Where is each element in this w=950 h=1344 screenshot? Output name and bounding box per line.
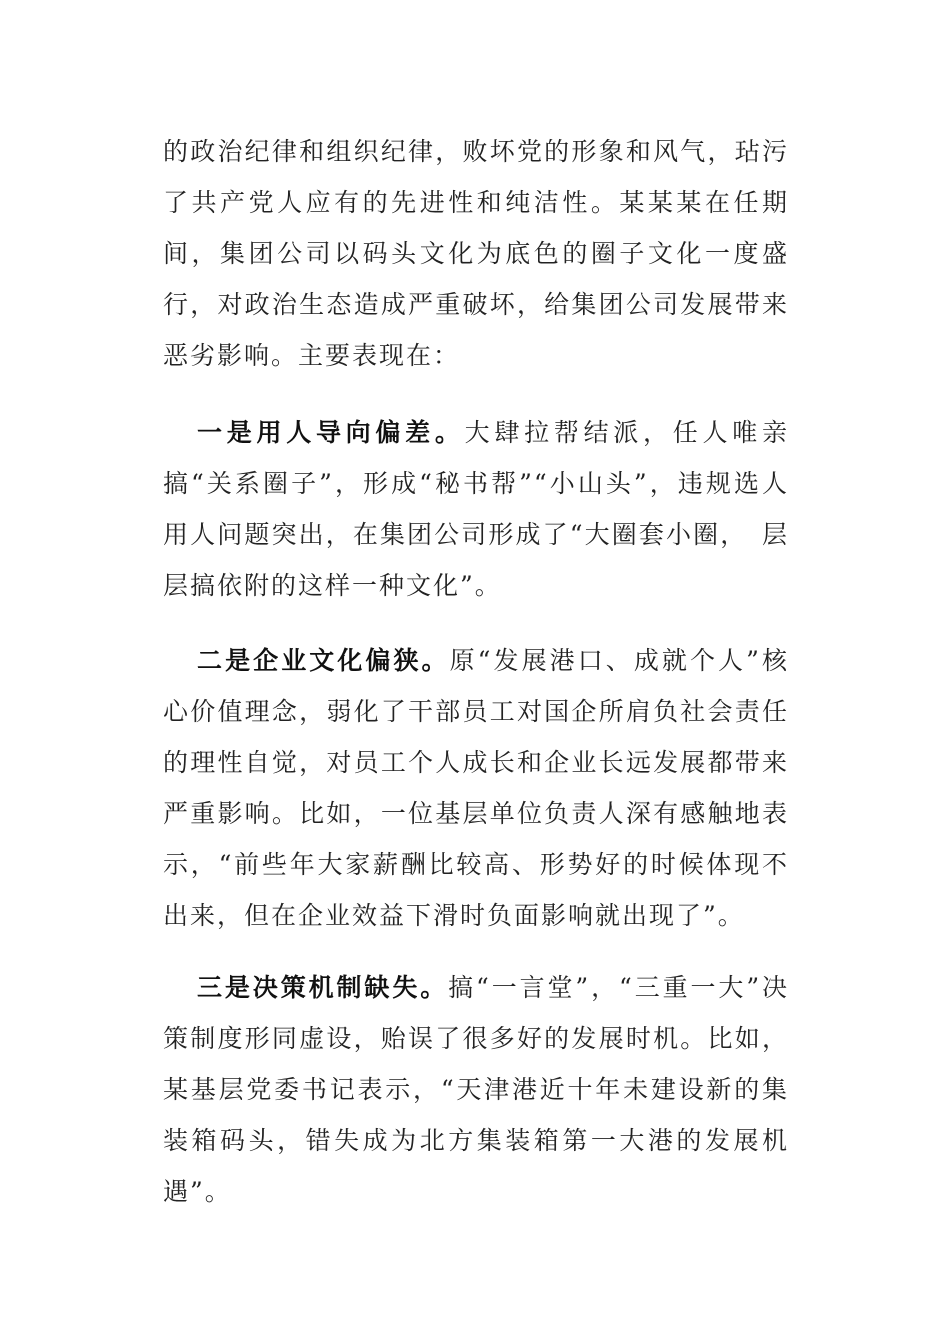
paragraph-intro-text: 的政治纪律和组织纪律，败坏党的形象和风气，玷污了共产党人应有的先进性和纯洁性。某某某在任期间，集团公司以码头文化为底色的圈子文化一度盛行，对政治生态造成严重破坏，给集团公司发展带来恶劣影响。主要表现在： bbox=[163, 137, 789, 370]
paragraph-point-3 bbox=[163, 962, 789, 1217]
paragraph-point-1 bbox=[163, 407, 789, 611]
paragraph-point-1-lead: 一是用人导向偏差。 bbox=[197, 418, 465, 447]
paragraph-point-1-text: 大肆拉帮结派，任人唯亲搞“关系圈子”，形成“秘书帮”“小山头”，违规选人用人问题突出，在集团公司形成了“大圈套小圈， 层层搞依附的这样一种文化”。 bbox=[163, 418, 789, 600]
paragraph-intro bbox=[163, 126, 789, 381]
paragraph-point-2-lead: 二是企业文化偏狭。 bbox=[197, 646, 450, 675]
paragraph-point-2-text: 原“发展港口、成就个人”核心价值理念，弱化了干部员工对国企所肩负社会责任的理性自觉，对员工个人成长和企业长远发展都带来严重影响。比如，一位基层单位负责人深有感触地表示，“前些年大家薪酬比较高、形势好的时候体现不出来，但在企业效益下滑时负面影响就出现了”。 bbox=[163, 646, 789, 930]
paragraph-point-2 bbox=[163, 635, 789, 941]
paragraph-point-3-lead: 三是决策机制缺失。 bbox=[197, 973, 449, 1002]
paragraph-point-3-text: 搞“一言堂”，“三重一大”决策制度形同虚设，贻误了很多好的发展时机。比如，某基层党委书记表示，“天津港近十年未建设新的集装箱码头，错失成为北方集装箱第一大港的发展机遇”。 bbox=[163, 973, 789, 1206]
